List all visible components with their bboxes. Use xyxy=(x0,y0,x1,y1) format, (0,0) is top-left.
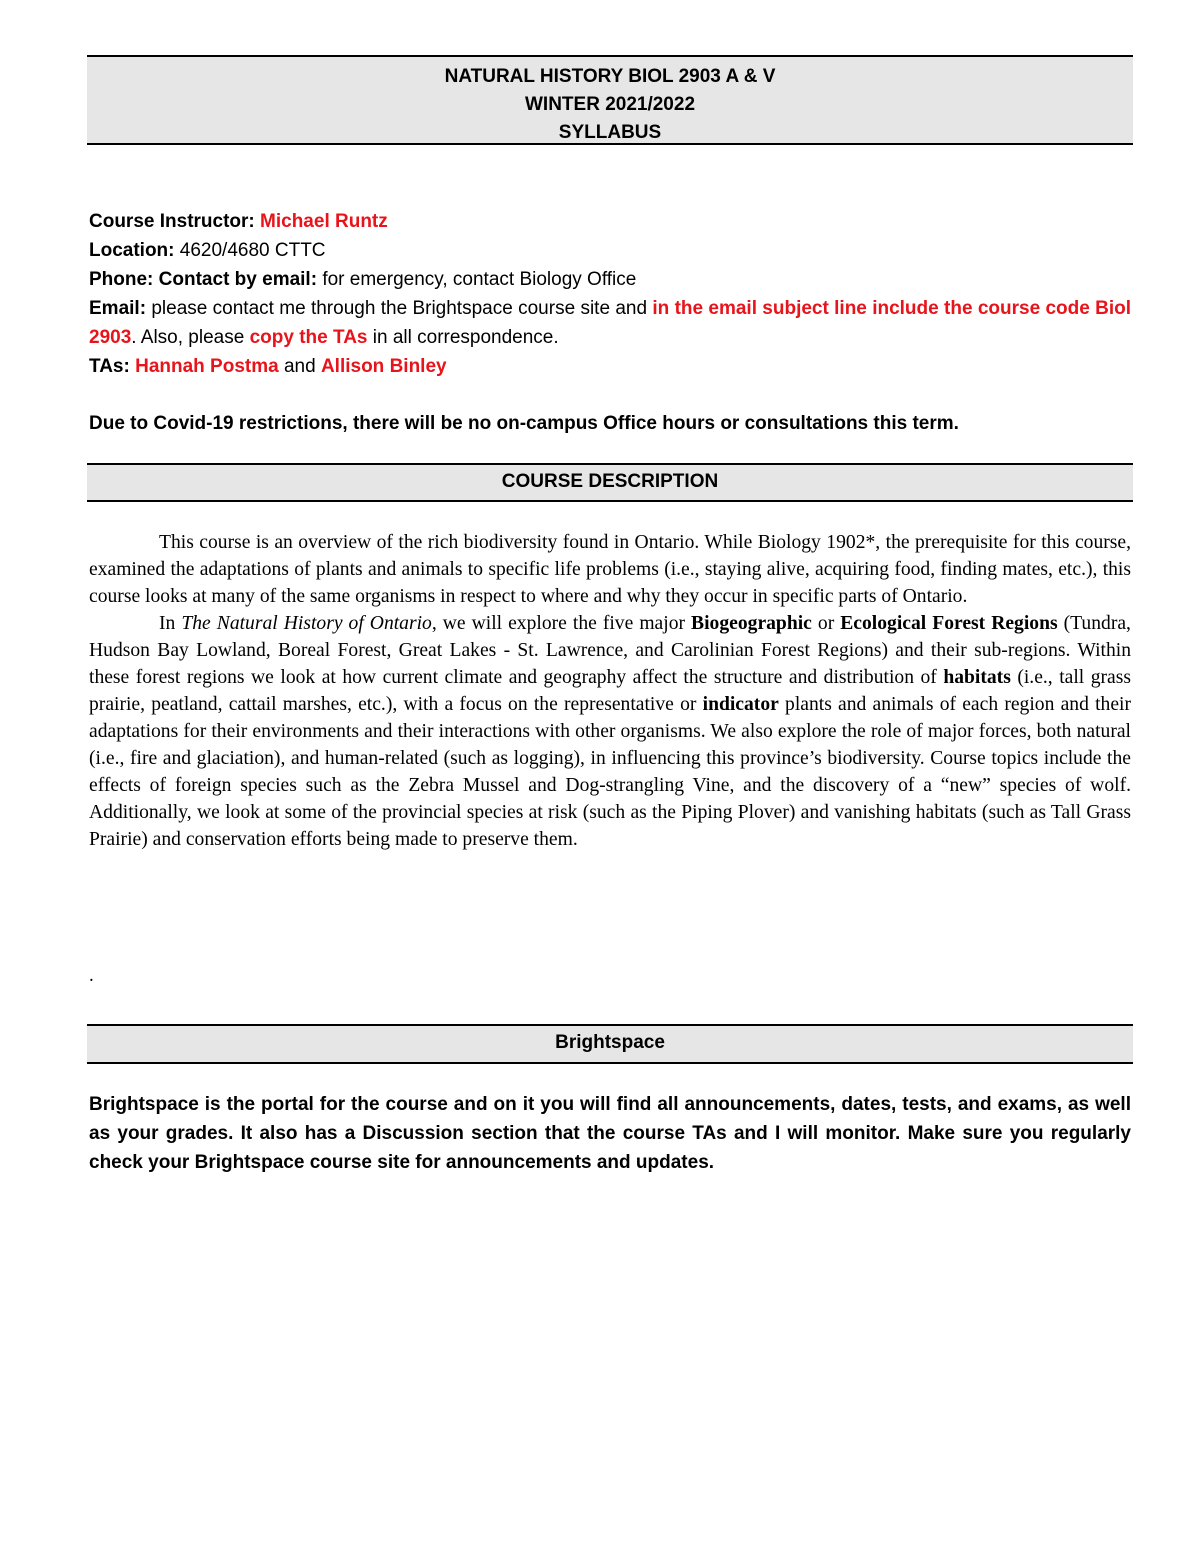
email-instructions: please contact me through the Brightspace course site and xyxy=(151,298,648,319)
term-biogeographic: Biogeographic xyxy=(691,613,812,634)
phone-label: Phone: xyxy=(89,269,154,290)
syllabus-label: SYLLABUS xyxy=(558,122,662,143)
instructor-line xyxy=(89,207,1131,236)
course-description-body xyxy=(89,529,1131,853)
description-paragraph-1: This course is an overview of the rich biodiversity found in Ontario. While Biology 1902*, the prerequisite for this course, examined the adaptations of plants and animals to specific life problems (i.e., staying alive, acquiring food, finding mates, etc.), this course looks at many of the same organisms in respect to where and why they occur in specific parts of Ontario. xyxy=(89,532,1131,607)
email-copy-tas: copy the TAs xyxy=(249,327,368,348)
phone-value: for emergency, contact Biology Office xyxy=(322,269,637,290)
term-title: WINTER 2021/2022 xyxy=(524,94,696,115)
email-subject-instruction: in the email subject line include the course code Biol 2903 xyxy=(89,298,1132,348)
book-title: The Natural History of Ontario xyxy=(181,613,432,634)
location-value: 4620/4680 CTTC xyxy=(179,240,326,261)
tas-line xyxy=(89,352,1131,381)
p2-text: (Tundra, Hudson Bay Lowland, Boreal Forest, Great Lakes - St. Lawrence, and Carolinian Forest Regions) and their sub-regions. Within these forest regions we look at how current climate and geography affect the structure and distribution of xyxy=(89,613,1131,688)
term-indicator: indicator xyxy=(702,694,779,715)
brightspace-paragraph: Brightspace is the portal for the course and on it you will find all announcements, dates, tests, and exams, as well as your grades. It also has a Discussion section that the course TAs and I will monitor. Make sure you regularly check your Brightspace course site for announcements and updates. xyxy=(89,1094,1131,1173)
term-forest-regions: Ecological Forest Regions xyxy=(840,613,1058,634)
email-label: Email: xyxy=(89,298,147,319)
p2-text: In xyxy=(159,613,176,634)
location-line xyxy=(89,236,1131,265)
email-instructions-3: in all correspondence. xyxy=(372,327,559,348)
course-description-heading: COURSE DESCRIPTION xyxy=(87,463,1133,502)
brightspace-heading: Brightspace xyxy=(87,1024,1133,1064)
p2-text: plants and animals of each region and their adaptations for their environments and their interactions with other organisms. We also explore the role of major forces, both natural (i.e., fire and glaciation), and human-related (such as logging), in influencing this province’s biodiversity. Course topics include the effects of foreign species such as the Zebra Mussel and Dog-strangling Vine, and the discovery of a “new” species of wolf. Additionally, we look at some of the provincial species at risk (such as the Piping Plover) and vanishing habitats (such as Tall Grass Prairie) and conservation efforts being made to preserve them. xyxy=(89,694,1131,850)
course-title: NATURAL HISTORY BIOL 2903 A & V xyxy=(444,66,776,87)
p2-text: or xyxy=(817,613,835,634)
term-habitats: habitats xyxy=(943,667,1011,688)
email-line xyxy=(89,294,1131,352)
trailing-dot: . xyxy=(89,965,94,986)
p2-text: (i.e., tall grass prairie, peatland, cattail marshes, etc.), with a focus on the representative or xyxy=(89,667,1131,715)
contact-info xyxy=(89,207,1131,381)
tas-label: TAs: xyxy=(89,356,130,377)
email-instructions-2: . Also, please xyxy=(131,327,245,348)
instructor-label: Course Instructor: xyxy=(89,211,255,232)
instructor-name: Michael Runtz xyxy=(260,211,388,232)
phone-contact-note: Contact by email: xyxy=(158,269,318,290)
covid-notice: Due to Covid-19 restrictions, there will be no on-campus Office hours or consultations this term. xyxy=(89,413,959,434)
p2-text: , we will explore the five major xyxy=(431,613,686,634)
location-label: Location: xyxy=(89,240,175,261)
phone-line xyxy=(89,265,1131,294)
ta-name: Hannah Postma xyxy=(135,356,279,377)
syllabus-title-banner xyxy=(87,55,1133,145)
ta-name: Allison Binley xyxy=(320,356,447,377)
description-paragraph-2 xyxy=(89,610,1131,853)
tas-and: and xyxy=(283,356,316,377)
